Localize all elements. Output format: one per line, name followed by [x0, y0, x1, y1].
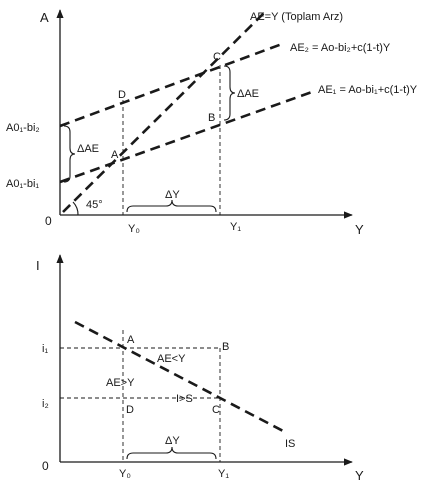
- top-panel: [6, 10, 418, 237]
- ae-greater-y-label: AE>Y: [106, 377, 135, 389]
- bottom-x-axis-label: Y: [355, 468, 364, 483]
- point-d-bottom: D: [126, 404, 134, 416]
- bottom-y-axis-label: I: [36, 258, 40, 273]
- delta-y-bottom-brace: [127, 447, 216, 459]
- angle-45-arc: [73, 202, 78, 215]
- i1-label: i₁: [42, 343, 49, 355]
- ae2-label: AE₂ = Ao-bi₂+c(1-t)Y: [290, 42, 391, 54]
- intercept-high-label: A0₁-bi₂: [6, 122, 40, 134]
- ae-equals-y-line: [63, 12, 265, 212]
- bottom-panel: [36, 255, 364, 483]
- intercept-low-label: A0₁-bi₁: [6, 178, 40, 190]
- i2-label: i₂: [42, 398, 49, 410]
- i-greater-s-label: I>S: [176, 393, 193, 405]
- point-b-top: B: [208, 112, 216, 124]
- ae1-label: AE₁ = Ao-bi₁+c(1-t)Y: [318, 84, 418, 96]
- delta-ae-right-brace: [224, 66, 235, 120]
- delta-y-top-brace: [127, 200, 216, 212]
- ae-less-y-label: AE<Y: [157, 353, 186, 365]
- y0-top-label: Y₀: [128, 223, 140, 235]
- ae-equals-y-label: AE=Y (Toplam Arz): [250, 11, 344, 23]
- ae1-line: [60, 92, 312, 182]
- y1-top-label: Y₁: [230, 221, 242, 233]
- y1-bottom-label: Y₁: [218, 468, 230, 480]
- point-a-bottom: A: [127, 334, 135, 346]
- top-y-axis-label: A: [40, 10, 49, 25]
- point-d-top: D: [118, 89, 126, 101]
- point-b-bottom: B: [222, 341, 230, 353]
- point-a-top: A: [111, 149, 119, 161]
- delta-ae-left-label: ΔAE: [77, 143, 100, 155]
- y0-bottom-label: Y₀: [119, 468, 131, 480]
- angle-45-label: 45°: [86, 199, 103, 211]
- delta-y-bottom-label: ΔY: [165, 435, 180, 447]
- point-c-bottom: C: [212, 404, 220, 416]
- delta-y-top-label: ΔY: [165, 189, 180, 201]
- delta-ae-left-brace: [64, 126, 75, 182]
- point-c-top: C: [213, 51, 221, 63]
- top-origin-label: 0: [45, 214, 52, 228]
- top-x-axis-label: Y: [355, 222, 364, 237]
- delta-ae-right-label: ΔAE: [237, 88, 260, 100]
- is-curve-label: IS: [285, 438, 296, 450]
- bottom-origin-label: 0: [42, 459, 49, 473]
